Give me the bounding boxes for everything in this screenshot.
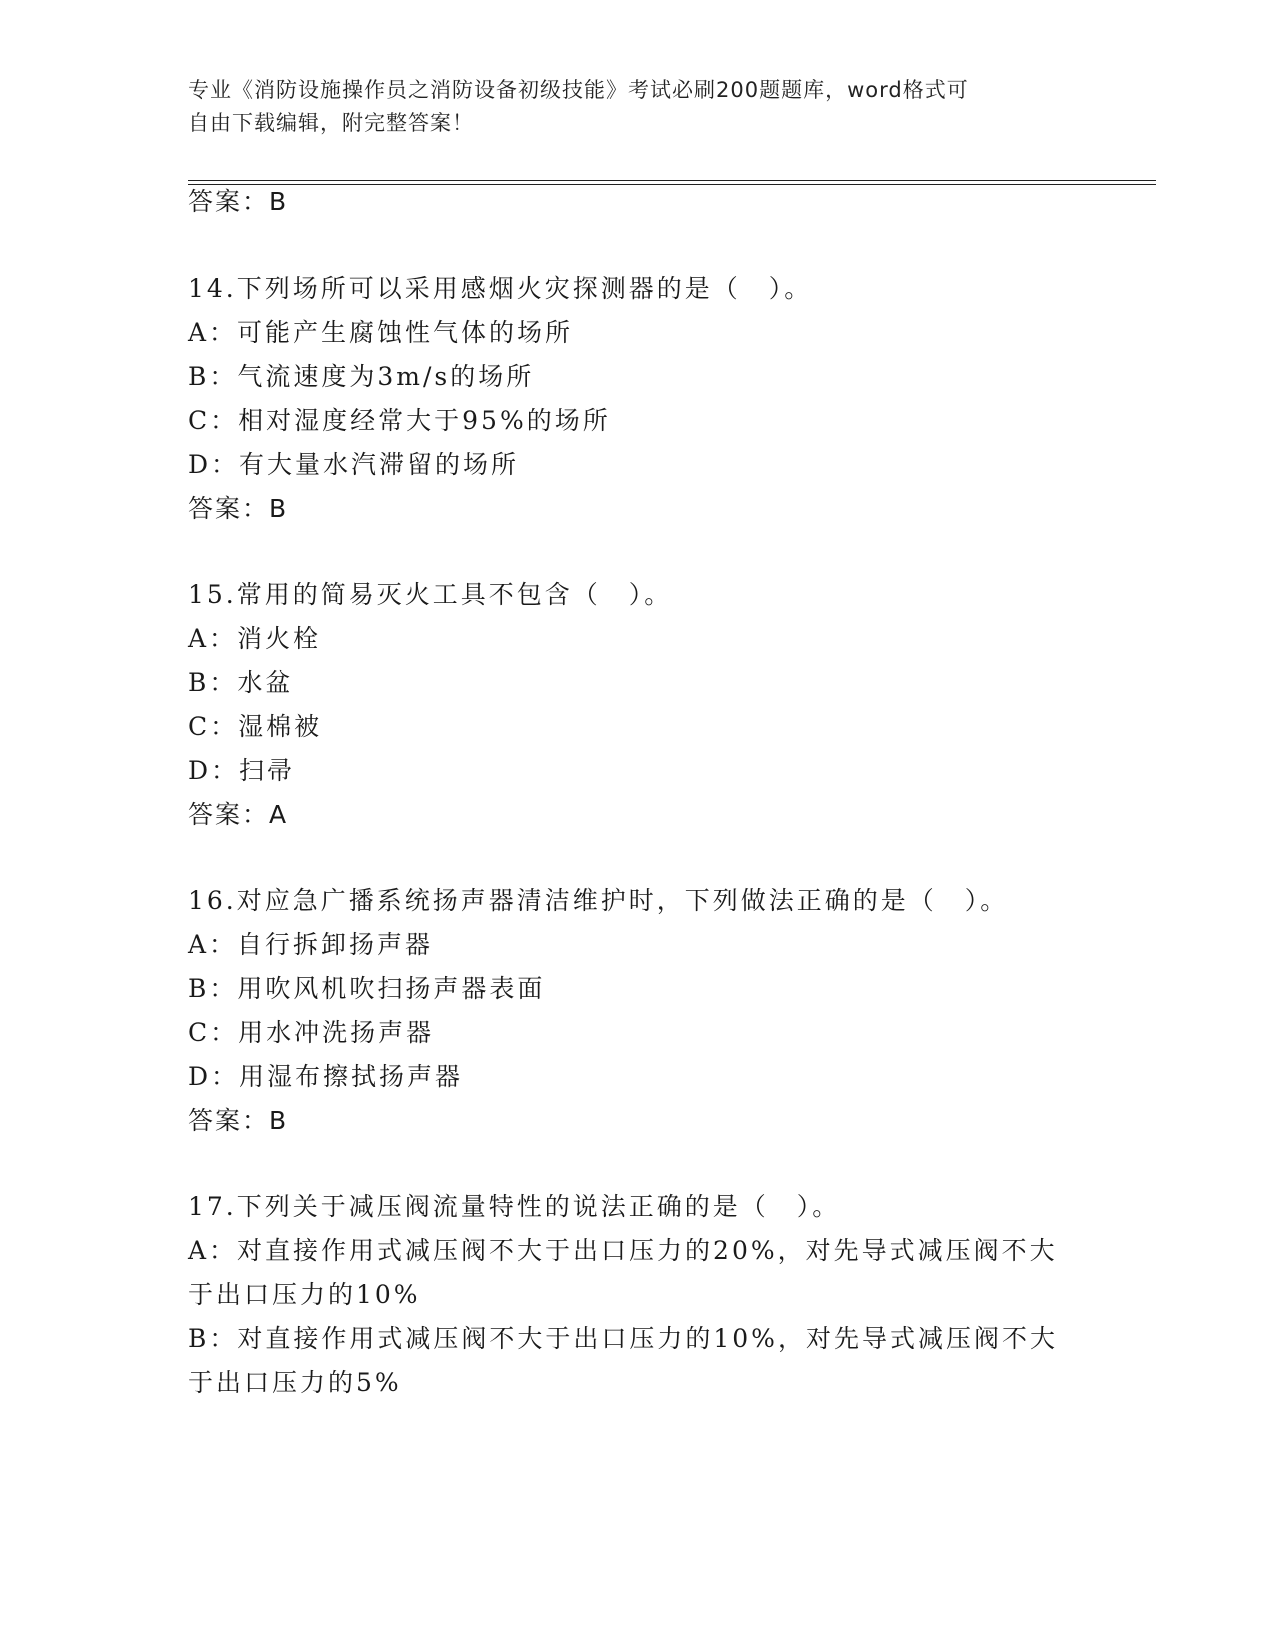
option-line: D：有大量水汽滞留的场所	[188, 450, 520, 479]
option-line: B：用吹风机吹扫扬声器表面	[188, 974, 546, 1003]
answer-line: 答案：B	[188, 1106, 289, 1135]
question-stem: 14.下列场所可以采用感烟火灾探测器的是（ ）。	[188, 274, 813, 303]
option-line: C：相对湿度经常大于95%的场所	[188, 406, 611, 435]
option-line: C：用水冲洗扬声器	[188, 1018, 435, 1047]
header-divider-top	[188, 180, 1156, 181]
option-line-continuation: 于出口压力的5%	[188, 1368, 402, 1397]
option-line: A：对直接作用式减压阀不大于出口压力的20%，对先导式减压阀不大	[188, 1236, 1058, 1265]
option-line-continuation: 于出口压力的10%	[188, 1280, 421, 1309]
question-stem: 16.对应急广播系统扬声器清洁维护时，下列做法正确的是（ ）。	[188, 886, 1009, 915]
option-line: A：消火栓	[188, 624, 322, 653]
header-divider-bottom	[188, 184, 1156, 185]
option-line: A：自行拆卸扬声器	[188, 930, 434, 959]
question-stem: 15.常用的简易灭火工具不包含（ ）。	[188, 580, 673, 609]
option-line: D：扫帚	[188, 756, 296, 785]
answer-line: 答案：B	[188, 494, 289, 523]
option-line: B：对直接作用式减压阀不大于出口压力的10%，对先导式减压阀不大	[188, 1324, 1058, 1353]
option-line: C：湿棉被	[188, 712, 323, 741]
option-line: A：可能产生腐蚀性气体的场所	[188, 318, 574, 347]
question-stem: 17.下列关于减压阀流量特性的说法正确的是（ ）。	[188, 1192, 841, 1221]
header-line-2: 自由下载编辑，附完整答案！	[188, 111, 474, 135]
header-line-1: 专业《消防设施操作员之消防设备初级技能》考试必刷200题题库，word格式可	[188, 78, 969, 102]
option-line: B：气流速度为3m/s的场所	[188, 362, 535, 391]
answer-line: 答案：A	[188, 800, 289, 829]
option-line: B：水盆	[188, 668, 294, 697]
option-line: D：用湿布擦拭扬声器	[188, 1062, 464, 1091]
answer-line: 答案：B	[188, 187, 289, 216]
document-header	[188, 74, 1068, 140]
